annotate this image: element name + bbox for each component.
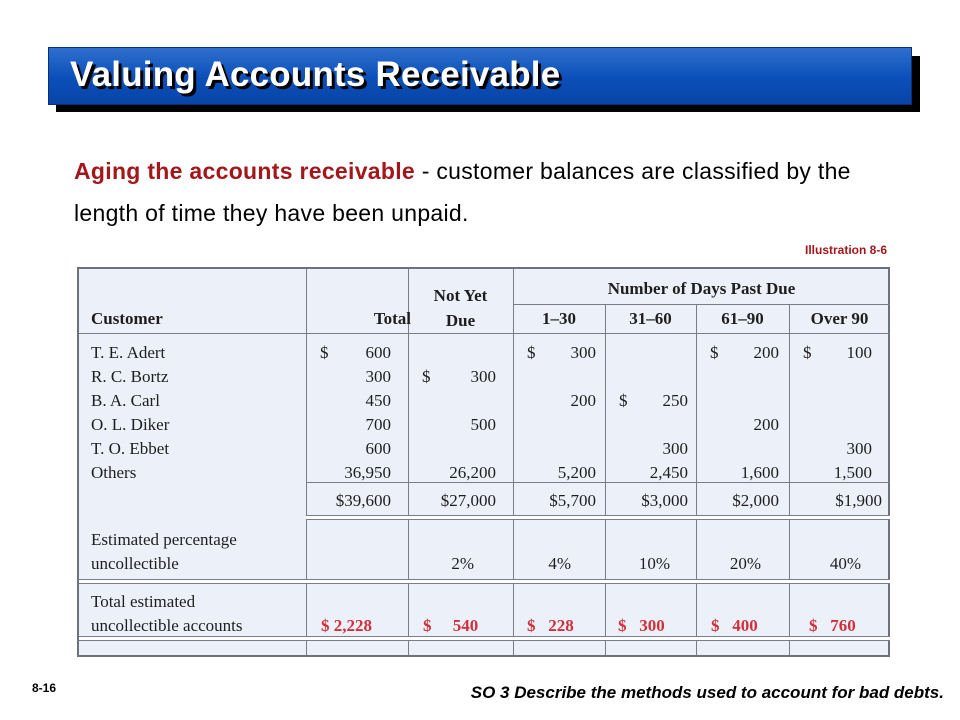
sum-61-90: $2,000 xyxy=(732,491,779,510)
study-objective: SO 3 Describe the methods used to account for bad debts. xyxy=(470,683,944,702)
pct-label-line2: uncollectible xyxy=(91,554,179,573)
customer-name: B. A. Carl xyxy=(91,391,160,410)
amount-cell: 250 xyxy=(662,391,688,410)
illustration-label: Illustration 8-6 xyxy=(804,243,887,257)
header-total-text: Total xyxy=(373,309,411,328)
pct-not-yet-due: 2% xyxy=(451,554,474,573)
header-61-90: 61–90 xyxy=(721,309,764,328)
dollar-sign: $ xyxy=(527,343,536,362)
amount-cell: 200 xyxy=(753,415,779,434)
amount-cell: 450 xyxy=(365,391,391,410)
customer-name: Others xyxy=(91,463,137,482)
page-number: 8-16 xyxy=(32,681,57,695)
amount-cell: 1,500 xyxy=(833,463,872,482)
aging-schedule-table xyxy=(77,267,890,657)
amount-cell: 200 xyxy=(753,343,779,362)
dollar-sign: $ xyxy=(710,343,719,362)
amount-cell: 600 xyxy=(365,439,391,458)
group-underline xyxy=(513,304,890,305)
amount-cell: 300 xyxy=(662,439,688,458)
est-61-90: $ 400 xyxy=(711,616,758,635)
dollar-sign: $ xyxy=(619,391,628,410)
double-rule xyxy=(79,579,890,584)
dollar-sign: $ xyxy=(320,343,329,362)
double-rule xyxy=(306,515,890,520)
pct-61-90: 20% xyxy=(729,554,761,573)
header-31-60: 31–60 xyxy=(629,309,672,328)
dollar-sign: $ xyxy=(803,343,812,362)
header-not-yet: Not Yet xyxy=(433,286,488,305)
sum-total: $39,600 xyxy=(335,491,391,510)
amount-cell: 1,600 xyxy=(740,463,779,482)
customer-name: T. E. Adert xyxy=(91,343,166,362)
header-1-30: 1–30 xyxy=(542,309,576,328)
est-over-90: $ 760 xyxy=(809,616,856,635)
intro-definition: - customer balances are classified by the length of time they have been unpaid. xyxy=(74,158,851,226)
header-days-past-due: Number of Days Past Due xyxy=(607,279,796,298)
intro-text xyxy=(74,150,894,234)
header-total xyxy=(306,308,411,330)
amount-cell: 36,950 xyxy=(344,463,391,482)
amount-cell: 200 xyxy=(570,391,596,410)
sum-over-90: $1,900 xyxy=(835,491,882,510)
amount-cell: 300 xyxy=(365,367,391,386)
customer-name: O. L. Diker xyxy=(91,415,170,434)
amount-cell: 300 xyxy=(846,439,872,458)
intro-term: Aging the accounts receivable xyxy=(74,158,416,184)
sum-not-yet-due: $27,000 xyxy=(440,491,496,510)
dollar-sign: $ xyxy=(422,367,431,386)
header-over-90: Over 90 xyxy=(810,309,869,328)
sum-31-60: $3,000 xyxy=(641,491,688,510)
pct-label-line1: Estimated percentage xyxy=(91,530,237,549)
amount-cell: 300 xyxy=(470,367,496,386)
pct-1-30: 4% xyxy=(548,554,571,573)
header-customer: Customer xyxy=(91,309,163,328)
header-due: Due xyxy=(445,311,476,330)
amount-cell: 5,200 xyxy=(557,463,596,482)
customer-name: T. O. Ebbet xyxy=(91,439,170,458)
header-rule xyxy=(79,333,890,334)
customer-name: R. C. Bortz xyxy=(91,367,169,386)
amount-cell: 700 xyxy=(365,415,391,434)
amount-cell: 2,450 xyxy=(649,463,688,482)
amount-cell: 300 xyxy=(570,343,596,362)
amount-cell: 600 xyxy=(365,343,391,362)
pct-over-90: 40% xyxy=(829,554,861,573)
est-31-60: $ 300 xyxy=(618,616,665,635)
est-1-30: $ 228 xyxy=(527,616,574,635)
est-total: $ 2,228 xyxy=(321,616,372,635)
amount-cell: 500 xyxy=(470,415,496,434)
amount-cell: 26,200 xyxy=(449,463,496,482)
est-label-line2: uncollectible accounts xyxy=(91,616,243,635)
sum-1-30: $5,700 xyxy=(549,491,596,510)
est-not-yet-due: $ 540 xyxy=(423,616,479,635)
slide-title: Valuing Accounts Receivable xyxy=(70,55,561,94)
amount-cell: 100 xyxy=(846,343,872,362)
pct-31-60: 10% xyxy=(638,554,670,573)
est-label-line1: Total estimated xyxy=(91,592,196,611)
header-not-yet-due xyxy=(408,285,513,332)
